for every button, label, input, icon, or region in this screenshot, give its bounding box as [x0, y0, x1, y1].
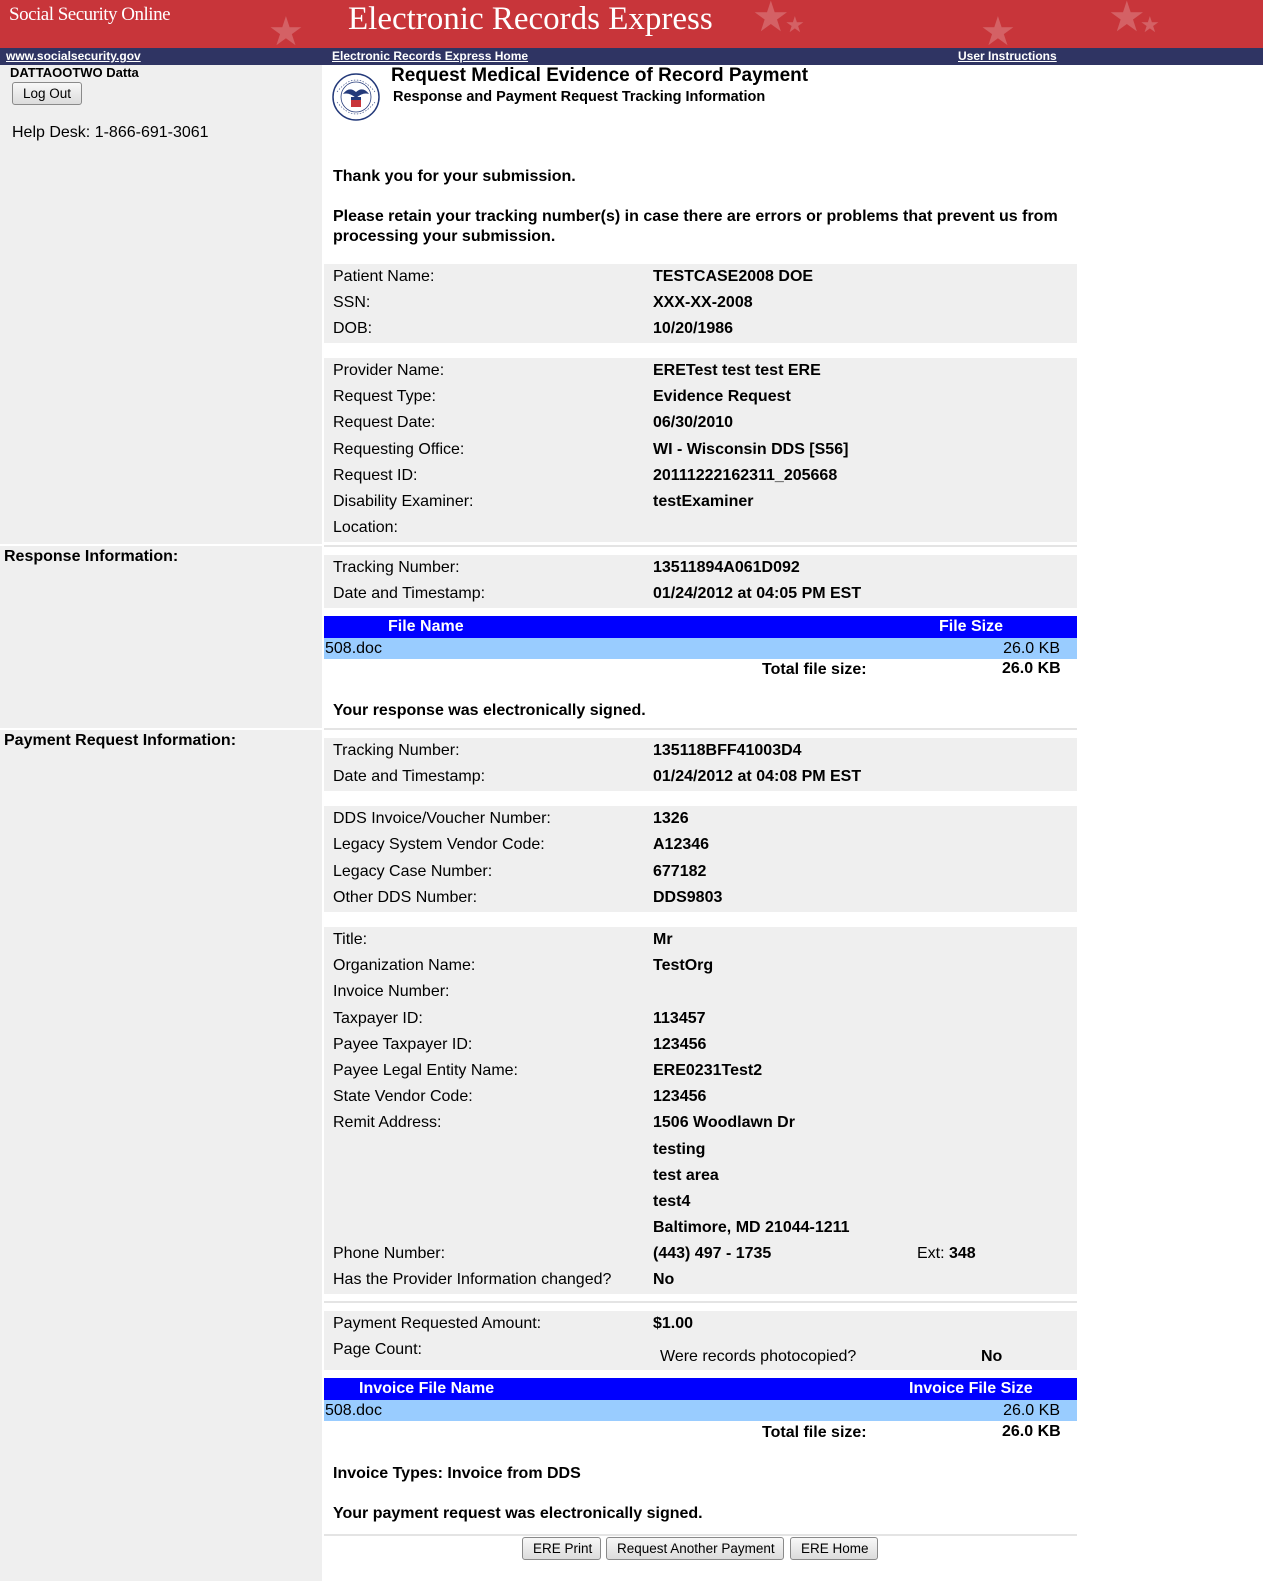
field-value: XXX-XX-2008	[653, 294, 753, 311]
remit-address-row	[324, 1110, 1077, 1136]
field-value: DDS9803	[653, 889, 723, 906]
ere-home-link[interactable]: Electronic Records Express Home	[332, 49, 529, 63]
file-name[interactable]: 508.doc	[325, 1402, 382, 1419]
field-value: ERE0231Test2	[653, 1062, 763, 1079]
phone-row	[324, 1241, 1077, 1267]
field-label: Has the Provider Information changed?	[333, 1271, 612, 1288]
request-row	[324, 384, 1077, 410]
divider	[324, 1301, 1077, 1303]
invoice-file-name-header: Invoice File Name	[359, 1380, 495, 1397]
amount-row	[324, 1311, 1077, 1337]
page-subtitle: Response and Payment Request Tracking Information	[393, 89, 766, 105]
tracking-number: 135118BFF41003D4	[653, 742, 802, 759]
site-name: Social Security Online	[9, 4, 171, 25]
field-label: Request Date:	[333, 414, 436, 431]
field-label: Title:	[333, 931, 368, 948]
remit-address-row	[324, 1189, 1077, 1215]
ssa-seal-icon	[331, 72, 381, 122]
dds-row	[324, 806, 1077, 832]
field-label: DOB:	[333, 320, 373, 337]
star-decoration: ★	[785, 12, 805, 37]
field-value: No	[653, 1271, 675, 1288]
amount-panel	[324, 1311, 1077, 1370]
nav-bar	[0, 48, 1263, 65]
divider	[0, 544, 322, 546]
remit-line: test area	[653, 1167, 719, 1184]
invoice-types: Invoice Types: Invoice from DDS	[333, 1465, 581, 1482]
remit-address-row	[324, 1137, 1077, 1163]
file-size: 26.0 KB	[1003, 640, 1060, 657]
request-row	[324, 410, 1077, 436]
field-label: Tracking Number:	[333, 559, 460, 576]
field-label: Other DDS Number:	[333, 889, 478, 906]
dds-row	[324, 832, 1077, 858]
field-value: ERETest test test ERE	[653, 362, 821, 379]
retain-notice: Please retain your tracking number(s) in case there are errors or problems that prevent us from processing your submission.	[333, 208, 1058, 245]
total-file-size-value: 26.0 KB	[1002, 660, 1061, 677]
request-row	[324, 358, 1077, 384]
remit-line: testing	[653, 1141, 706, 1158]
field-label: Remit Address:	[333, 1114, 442, 1131]
field-label: Date and Timestamp:	[333, 585, 486, 602]
provider-row	[324, 1006, 1077, 1032]
socialsecurity-gov-link[interactable]: www.socialsecurity.gov	[6, 49, 141, 63]
invoice-file-table-header	[324, 1378, 1077, 1400]
timestamp: 01/24/2012 at 04:05 PM EST	[653, 585, 862, 602]
patient-row	[324, 290, 1077, 316]
divider	[0, 728, 322, 730]
remit-line: test4	[653, 1193, 691, 1210]
remit-line: Baltimore, MD 21044-1211	[653, 1219, 850, 1236]
dds-row	[324, 885, 1077, 911]
file-name-header: File Name	[388, 618, 464, 635]
field-label: Patient Name:	[333, 268, 435, 285]
field-label: Payee Taxpayer ID:	[333, 1036, 473, 1053]
field-value: 1326	[653, 810, 689, 827]
ere-print-button[interactable]: ERE Print	[522, 1537, 601, 1560]
request-row	[324, 515, 1077, 541]
thank-you-message: Thank you for your submission.	[333, 168, 576, 185]
provider-row	[324, 1084, 1077, 1110]
provider-row	[324, 979, 1077, 1005]
help-desk: Help Desk: 1-866-691-3061	[12, 124, 209, 141]
file-size: 26.0 KB	[1003, 1402, 1060, 1419]
app-title: Electronic Records Express	[348, 1, 713, 37]
field-value: 123456	[653, 1036, 707, 1053]
divider	[324, 728, 1077, 730]
field-label: Organization Name:	[333, 957, 476, 974]
phone-number: (443) 497 - 1735	[653, 1245, 772, 1262]
field-value: Mr	[653, 931, 673, 948]
field-label: SSN:	[333, 294, 371, 311]
dds-panel	[324, 806, 1077, 912]
field-label: Legacy Case Number:	[333, 863, 493, 880]
payment-row	[324, 738, 1077, 764]
request-panel	[324, 358, 1077, 542]
payment-section-label: Payment Request Information:	[4, 732, 237, 749]
field-label: Page Count:	[333, 1341, 422, 1358]
sidebar	[0, 65, 322, 1581]
timestamp: 01/24/2012 at 04:08 PM EST	[653, 768, 862, 785]
ext-value: 348	[949, 1245, 976, 1262]
field-label: Date and Timestamp:	[333, 768, 486, 785]
field-value: A12346	[653, 836, 710, 853]
remit-address-row	[324, 1163, 1077, 1189]
field-value: WI - Wisconsin DDS [S56]	[653, 441, 849, 458]
file-table-header	[324, 616, 1077, 638]
divider	[324, 1534, 1077, 1536]
field-value: 113457	[653, 1010, 706, 1027]
user-name: DATTAOOTWO Datta	[10, 65, 139, 80]
field-label: Taxpayer ID:	[333, 1010, 423, 1027]
provider-row	[324, 953, 1077, 979]
response-row	[324, 555, 1077, 581]
request-another-payment-button[interactable]: Request Another Payment	[606, 1537, 784, 1560]
patient-row	[324, 264, 1077, 290]
logout-button[interactable]: Log Out	[12, 82, 82, 105]
page-title: Request Medical Evidence of Record Payment	[391, 65, 809, 86]
photocopied-value: No	[981, 1348, 1003, 1365]
field-label: Requesting Office:	[333, 441, 465, 458]
payment-tracking-panel	[324, 738, 1077, 791]
star-decoration: ★	[268, 10, 304, 48]
provider-changed-row	[324, 1267, 1077, 1293]
field-label: Payee Legal Entity Name:	[333, 1062, 518, 1079]
user-instructions-link[interactable]: User Instructions	[958, 49, 1057, 63]
remit-address-row	[324, 1215, 1077, 1241]
field-value: 06/30/2010	[653, 414, 734, 431]
invoice-file-size-header: Invoice File Size	[909, 1380, 1033, 1397]
page-count-row	[324, 1337, 1077, 1363]
field-label: Request Type:	[333, 388, 436, 405]
total-file-size-label: Total file size:	[762, 661, 867, 678]
table-row	[324, 638, 1077, 659]
response-signed-notice: Your response was electronically signed.	[333, 702, 646, 719]
payment-row	[324, 764, 1077, 790]
total-file-size-value: 26.0 KB	[1002, 1423, 1061, 1440]
provider-row	[324, 1058, 1077, 1084]
file-name[interactable]: 508.doc	[325, 640, 382, 657]
dds-row	[324, 859, 1077, 885]
star-decoration: ★	[980, 10, 1016, 48]
field-label: Location:	[333, 519, 398, 536]
field-label: Disability Examiner:	[333, 493, 474, 510]
patient-panel	[324, 264, 1077, 343]
star-decoration: ★	[752, 0, 790, 40]
field-value: testExaminer	[653, 493, 754, 510]
field-value: 10/20/1986	[653, 320, 734, 337]
patient-row	[324, 316, 1077, 342]
request-row	[324, 463, 1077, 489]
field-label: Phone Number:	[333, 1245, 446, 1262]
provider-row	[324, 927, 1077, 953]
field-value: 20111222162311_205668	[653, 467, 838, 484]
request-row	[324, 437, 1077, 463]
star-decoration: ★	[1108, 0, 1146, 40]
field-label: State Vendor Code:	[333, 1088, 473, 1105]
remit-line: 1506 Woodlawn Dr	[653, 1114, 795, 1131]
divider	[324, 545, 1077, 547]
field-value: 123456	[653, 1088, 707, 1105]
field-label: Legacy System Vendor Code:	[333, 836, 545, 853]
field-value: 677182	[653, 863, 707, 880]
field-label: DDS Invoice/Voucher Number:	[333, 810, 551, 827]
total-file-size-label: Total file size:	[762, 1424, 867, 1441]
table-row	[324, 1400, 1077, 1421]
ext-label: Ext:	[917, 1245, 945, 1262]
provider-row	[324, 1032, 1077, 1058]
star-decoration: ★	[1140, 12, 1160, 37]
request-row	[324, 489, 1077, 515]
field-label: Provider Name:	[333, 362, 445, 379]
response-tracking-panel	[324, 555, 1077, 608]
file-size-header: File Size	[939, 618, 1004, 635]
photocopied-label: Were records photocopied?	[660, 1348, 857, 1365]
field-value: Evidence Request	[653, 388, 791, 405]
field-label: Tracking Number:	[333, 742, 460, 759]
tracking-number: 13511894A061D092	[653, 559, 800, 576]
ere-home-button[interactable]: ERE Home	[790, 1537, 878, 1560]
field-value: TESTCASE2008 DOE	[653, 268, 814, 285]
field-label: Invoice Number:	[333, 983, 450, 1000]
provider-panel	[324, 927, 1077, 1294]
response-row	[324, 581, 1077, 607]
header-banner	[0, 0, 1263, 48]
payment-amount: $1.00	[653, 1315, 694, 1332]
payment-signed-notice: Your payment request was electronically signed.	[333, 1505, 703, 1522]
field-label: Payment Requested Amount:	[333, 1315, 542, 1332]
field-label: Request ID:	[333, 467, 418, 484]
field-value: TestOrg	[653, 957, 714, 974]
response-section-label: Response Information:	[4, 548, 179, 565]
